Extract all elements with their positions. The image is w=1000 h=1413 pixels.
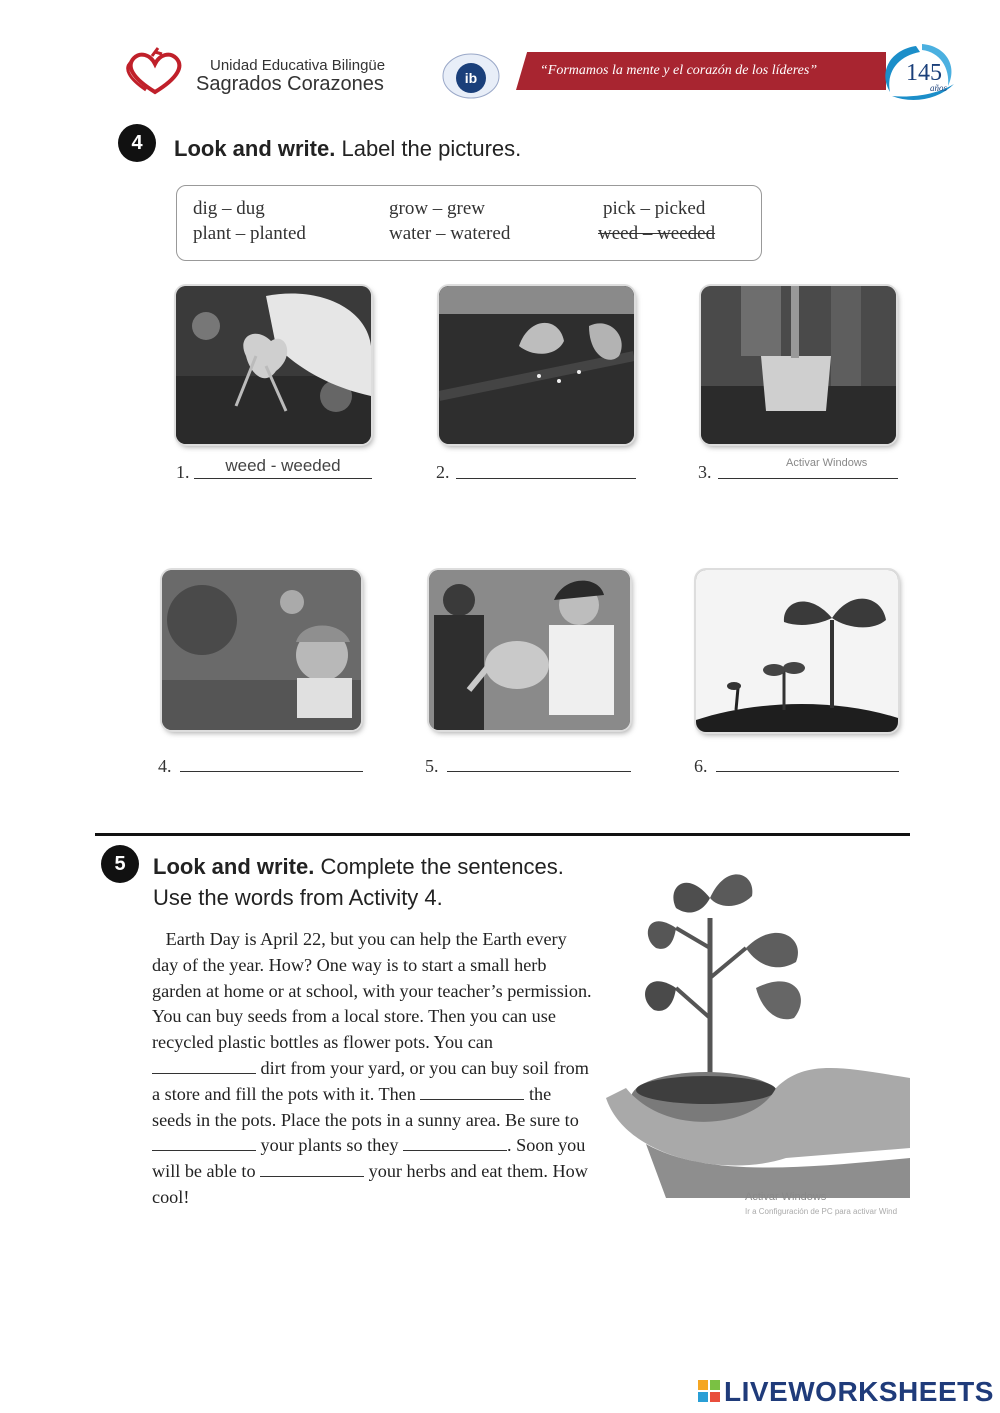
picking-child-icon (162, 570, 361, 730)
seedling-in-hands-icon (606, 858, 910, 1198)
planting-seeds-icon (439, 286, 634, 444)
story-segment-3: the seeds in the pots. Place the pots in a sunny area. Be sure to (152, 1083, 579, 1130)
blank-input-1[interactable] (152, 1057, 256, 1074)
picture-3 (701, 286, 896, 444)
word-box-item: plant – planted (193, 223, 306, 244)
answer-input-6[interactable] (716, 749, 899, 772)
answer-input-5[interactable] (447, 749, 631, 772)
motto-text: “Formamos la mente y el corazón de los líderes” (540, 63, 818, 78)
blank-input-3[interactable] (152, 1134, 256, 1151)
watering-can-icon (429, 570, 630, 730)
school-logo-hearts-icon (122, 46, 188, 98)
activity-5-heading (153, 854, 564, 880)
word-box-item: pick – picked (603, 198, 706, 219)
item-1-number: 1. (176, 462, 190, 482)
watermark-line1-bottom: Activar Windows (745, 1191, 827, 1203)
anniversary-label: años (930, 83, 948, 93)
answer-input-1[interactable] (194, 456, 372, 479)
digging-shovel-icon (701, 286, 896, 444)
blank-input-5[interactable] (260, 1160, 364, 1177)
picture-4 (162, 570, 361, 730)
item-4-number: 4. (158, 756, 172, 776)
story-segment-1: Earth Day is April 22, but you can help the Earth every day of the year. How? One way is to start a small herb garden at home or at school, with your teacher’s permission. You can buy seeds from a local store. Then you can use recycled plastic bottles as flower pots. You can (152, 929, 592, 1053)
activity-4-heading (174, 136, 521, 162)
word-box-item-struck: weed – weeded (598, 223, 716, 244)
ib-logo-icon (440, 52, 502, 100)
section-divider (95, 833, 910, 836)
story-segment-2: dirt from your yard, or you can buy soil from a store and fill the pots with it. Then (152, 1057, 589, 1104)
activity-5-heading-line2: Use the words from Activity 4. (153, 885, 443, 910)
activity-4-heading-bold: Look and write. (174, 136, 336, 161)
school-name-line2: Sagrados Corazones (196, 73, 384, 95)
story-paragraph (152, 927, 592, 1211)
blank-input-2[interactable] (420, 1083, 524, 1100)
weeding-hand-icon (176, 286, 371, 444)
item-3-number: 3. (698, 462, 712, 482)
liveworksheets-logo-icon (698, 1380, 720, 1402)
activity-4-heading-rest: Label the pictures. (335, 136, 522, 161)
item-5-number: 5. (425, 756, 439, 776)
word-box-item: grow – grew (389, 198, 486, 219)
item-6-number: 6. (694, 756, 708, 776)
activity-5-heading-bold: Look and write. (153, 854, 315, 879)
hands-holding-plant-image (606, 858, 910, 1198)
word-box-item: water – watered (389, 223, 511, 244)
anniversary-number: 145 (906, 60, 942, 86)
growing-seedlings-icon (696, 570, 898, 732)
blank-input-4[interactable] (403, 1134, 507, 1151)
picture-1 (176, 286, 371, 444)
activity-5-badge: 5 (101, 845, 139, 883)
answer-input-4[interactable] (180, 749, 363, 772)
picture-2 (439, 286, 634, 444)
watermark-line1: Activar Windows (786, 457, 868, 469)
story-segment-6: your herbs and eat them. How cool! (152, 1161, 588, 1207)
item-2-number: 2. (436, 462, 450, 482)
svg-text:ib: ib (464, 70, 478, 86)
picture-6 (696, 570, 898, 732)
liveworksheets-brand[interactable]: LIVEWORKSHEETS (724, 1376, 994, 1407)
watermark-line2-bottom: Ir a Configuración de PC para activar Wind (745, 1207, 898, 1216)
school-name-line1: Unidad Educativa Bilingüe (210, 57, 386, 74)
activity-4-badge: 4 (118, 124, 156, 162)
activity-5-heading-rest: Complete the sentences. (314, 854, 564, 879)
story-segment-5: . Soon you will be able to (152, 1135, 586, 1182)
answer-text-1: weed - weeded (225, 456, 341, 475)
picture-5 (429, 570, 630, 730)
story-segment-4: your plants so they (256, 1135, 404, 1156)
word-box-item: dig – dug (193, 198, 265, 219)
answer-input-2[interactable] (456, 456, 636, 479)
